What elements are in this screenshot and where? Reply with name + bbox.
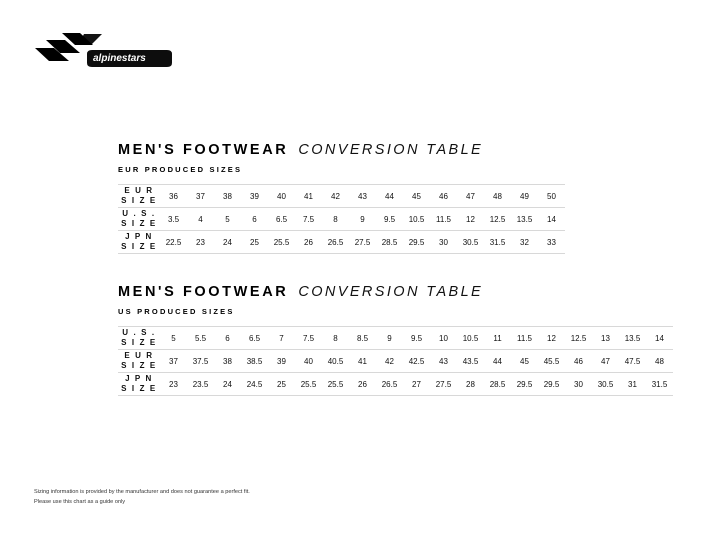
table-title-sub: CONVERSION TABLE xyxy=(298,284,484,300)
size-cell: 43.5 xyxy=(462,356,479,366)
size-cell: 46 xyxy=(439,191,448,201)
row-label-line1: J P N xyxy=(125,374,153,383)
size-cell: 40.5 xyxy=(327,356,344,366)
size-cell: 24 xyxy=(223,237,232,247)
table-title xyxy=(118,142,565,158)
table-row xyxy=(118,350,673,373)
row-label xyxy=(118,327,160,350)
table-subtitle: EUR PRODUCED SIZES xyxy=(118,165,243,174)
size-cell: 25.5 xyxy=(327,379,344,389)
table-subtitle: US PRODUCED SIZES xyxy=(118,307,235,316)
conversion-table-eur xyxy=(118,142,565,254)
size-cell: 25 xyxy=(277,379,286,389)
size-cell: 12.5 xyxy=(489,214,506,224)
size-cell: 40 xyxy=(304,356,313,366)
size-cell: 28.5 xyxy=(381,237,398,247)
footnote-line-1: Sizing information is provided by the manufacturer and does not guarantee a perfect fit. xyxy=(34,489,250,495)
row-label-line1: J P N xyxy=(125,232,153,241)
size-cell: 6.5 xyxy=(248,333,261,343)
size-cell: 13 xyxy=(601,333,610,343)
size-cell: 25.5 xyxy=(300,379,317,389)
size-cell: 11.5 xyxy=(517,333,532,343)
size-cell: 50 xyxy=(547,191,556,201)
size-cell: 5 xyxy=(171,333,176,343)
size-cell: 10.5 xyxy=(462,333,479,343)
size-cell: 6.5 xyxy=(275,214,288,224)
size-cell: 38 xyxy=(223,191,232,201)
size-cell: 42 xyxy=(385,356,394,366)
size-cell: 26 xyxy=(304,237,313,247)
size-cell: 13.5 xyxy=(624,333,641,343)
size-cell: 43 xyxy=(439,356,448,366)
conversion-table-us xyxy=(118,284,673,396)
size-cell: 44 xyxy=(493,356,502,366)
size-cell: 5.5 xyxy=(194,333,207,343)
table-title-sub: CONVERSION TABLE xyxy=(298,142,484,158)
size-cell: 25.5 xyxy=(273,237,290,247)
size-cell: 42 xyxy=(331,191,340,201)
size-table xyxy=(118,184,565,254)
size-cell: 27.5 xyxy=(435,379,452,389)
size-cell: 30 xyxy=(439,237,448,247)
table-row xyxy=(118,231,565,254)
size-cell: 11.5 xyxy=(436,214,451,224)
size-cell: 11 xyxy=(493,333,502,343)
svg-text:alpinestars: alpinestars xyxy=(93,53,146,64)
size-cell: 31.5 xyxy=(651,379,668,389)
row-label-line1: U . S . xyxy=(122,328,156,337)
row-label-line2: S I Z E xyxy=(121,219,157,228)
size-table xyxy=(118,326,673,396)
table-row xyxy=(118,185,565,208)
size-cell: 23.5 xyxy=(192,379,209,389)
size-cell: 24.5 xyxy=(246,379,263,389)
table-title-main: MEN'S FOOTWEAR xyxy=(118,284,289,300)
size-cell: 44 xyxy=(385,191,394,201)
size-cell: 12 xyxy=(547,333,556,343)
size-cell: 8 xyxy=(333,214,338,224)
row-label xyxy=(118,373,160,396)
size-cell: 9 xyxy=(360,214,365,224)
size-cell: 13.5 xyxy=(516,214,533,224)
footnote-line-2: Please use this chart as a guide only xyxy=(34,498,126,505)
size-cell: 45 xyxy=(520,356,529,366)
size-cell: 30.5 xyxy=(462,237,479,247)
row-label-line2: S I Z E xyxy=(121,384,157,393)
size-cell: 49 xyxy=(520,191,529,201)
row-label xyxy=(118,185,160,208)
size-cell: 39 xyxy=(250,191,259,201)
size-cell: 30 xyxy=(574,379,583,389)
size-cell: 38.5 xyxy=(246,356,263,366)
table-row xyxy=(118,208,565,231)
size-cell: 31 xyxy=(628,379,637,389)
row-label xyxy=(118,208,160,231)
row-label xyxy=(118,231,160,254)
size-cell: 47 xyxy=(601,356,610,366)
size-cell: 7 xyxy=(279,333,284,343)
size-cell: 25 xyxy=(250,237,259,247)
size-cell: 8 xyxy=(333,333,338,343)
size-cell: 14 xyxy=(655,333,664,343)
size-cell: 26.5 xyxy=(327,237,344,247)
row-label xyxy=(118,350,160,373)
size-cell: 43 xyxy=(358,191,367,201)
size-cell: 27 xyxy=(412,379,421,389)
size-cell: 10 xyxy=(439,333,448,343)
size-cell: 31.5 xyxy=(489,237,506,247)
size-cell: 37.5 xyxy=(192,356,209,366)
size-cell: 6 xyxy=(252,214,257,224)
table-title xyxy=(118,284,673,300)
size-cell: 41 xyxy=(358,356,367,366)
size-cell: 41 xyxy=(304,191,313,201)
size-cell: 10.5 xyxy=(408,214,425,224)
table-row xyxy=(118,373,673,396)
alpinestars-logo xyxy=(32,30,172,76)
size-cell: 46 xyxy=(574,356,583,366)
size-cell: 26.5 xyxy=(381,379,398,389)
size-cell: 14 xyxy=(547,214,556,224)
size-cell: 23 xyxy=(196,237,205,247)
size-cell: 48 xyxy=(655,356,664,366)
size-cell: 28 xyxy=(466,379,475,389)
size-cell: 3.5 xyxy=(167,214,180,224)
size-cell: 7.5 xyxy=(302,214,315,224)
size-cell: 42.5 xyxy=(408,356,425,366)
table-title-main: MEN'S FOOTWEAR xyxy=(118,142,289,158)
row-label-line1: E U R xyxy=(124,351,154,360)
size-cell: 26 xyxy=(358,379,367,389)
size-cell: 24 xyxy=(223,379,232,389)
size-cell: 5 xyxy=(225,214,230,224)
size-cell: 45 xyxy=(412,191,421,201)
size-cell: 9 xyxy=(387,333,392,343)
row-label-line1: U . S . xyxy=(122,209,156,218)
size-cell: 12.5 xyxy=(570,333,587,343)
size-cell: 12 xyxy=(466,214,475,224)
footnote xyxy=(34,488,250,507)
size-cell: 37 xyxy=(169,356,178,366)
table-row xyxy=(118,327,673,350)
size-cell: 45.5 xyxy=(543,356,560,366)
size-cell: 4 xyxy=(198,214,203,224)
size-cell: 8.5 xyxy=(356,333,369,343)
row-label-line2: S I Z E xyxy=(121,361,157,370)
size-cell: 28.5 xyxy=(489,379,506,389)
row-label-line2: S I Z E xyxy=(121,196,157,205)
size-cell: 9.5 xyxy=(383,214,396,224)
size-cell: 33 xyxy=(547,237,556,247)
size-cell: 9.5 xyxy=(410,333,423,343)
row-label-line1: E U R xyxy=(124,186,154,195)
size-cell: 29.5 xyxy=(543,379,560,389)
size-cell: 32 xyxy=(520,237,529,247)
size-cell: 7.5 xyxy=(302,333,315,343)
size-cell: 48 xyxy=(493,191,502,201)
size-cell: 23 xyxy=(169,379,178,389)
size-cell: 40 xyxy=(277,191,286,201)
size-cell: 39 xyxy=(277,356,286,366)
size-cell: 22.5 xyxy=(165,237,182,247)
size-cell: 38 xyxy=(223,356,232,366)
size-cell: 47.5 xyxy=(624,356,641,366)
row-label-line2: S I Z E xyxy=(121,242,157,251)
size-cell: 6 xyxy=(225,333,230,343)
size-cell: 37 xyxy=(196,191,205,201)
size-cell: 27.5 xyxy=(354,237,371,247)
row-label-line2: S I Z E xyxy=(121,338,157,347)
size-cell: 29.5 xyxy=(516,379,533,389)
size-cell: 29.5 xyxy=(408,237,425,247)
size-cell: 30.5 xyxy=(597,379,614,389)
size-cell: 36 xyxy=(169,191,178,201)
size-cell: 47 xyxy=(466,191,475,201)
